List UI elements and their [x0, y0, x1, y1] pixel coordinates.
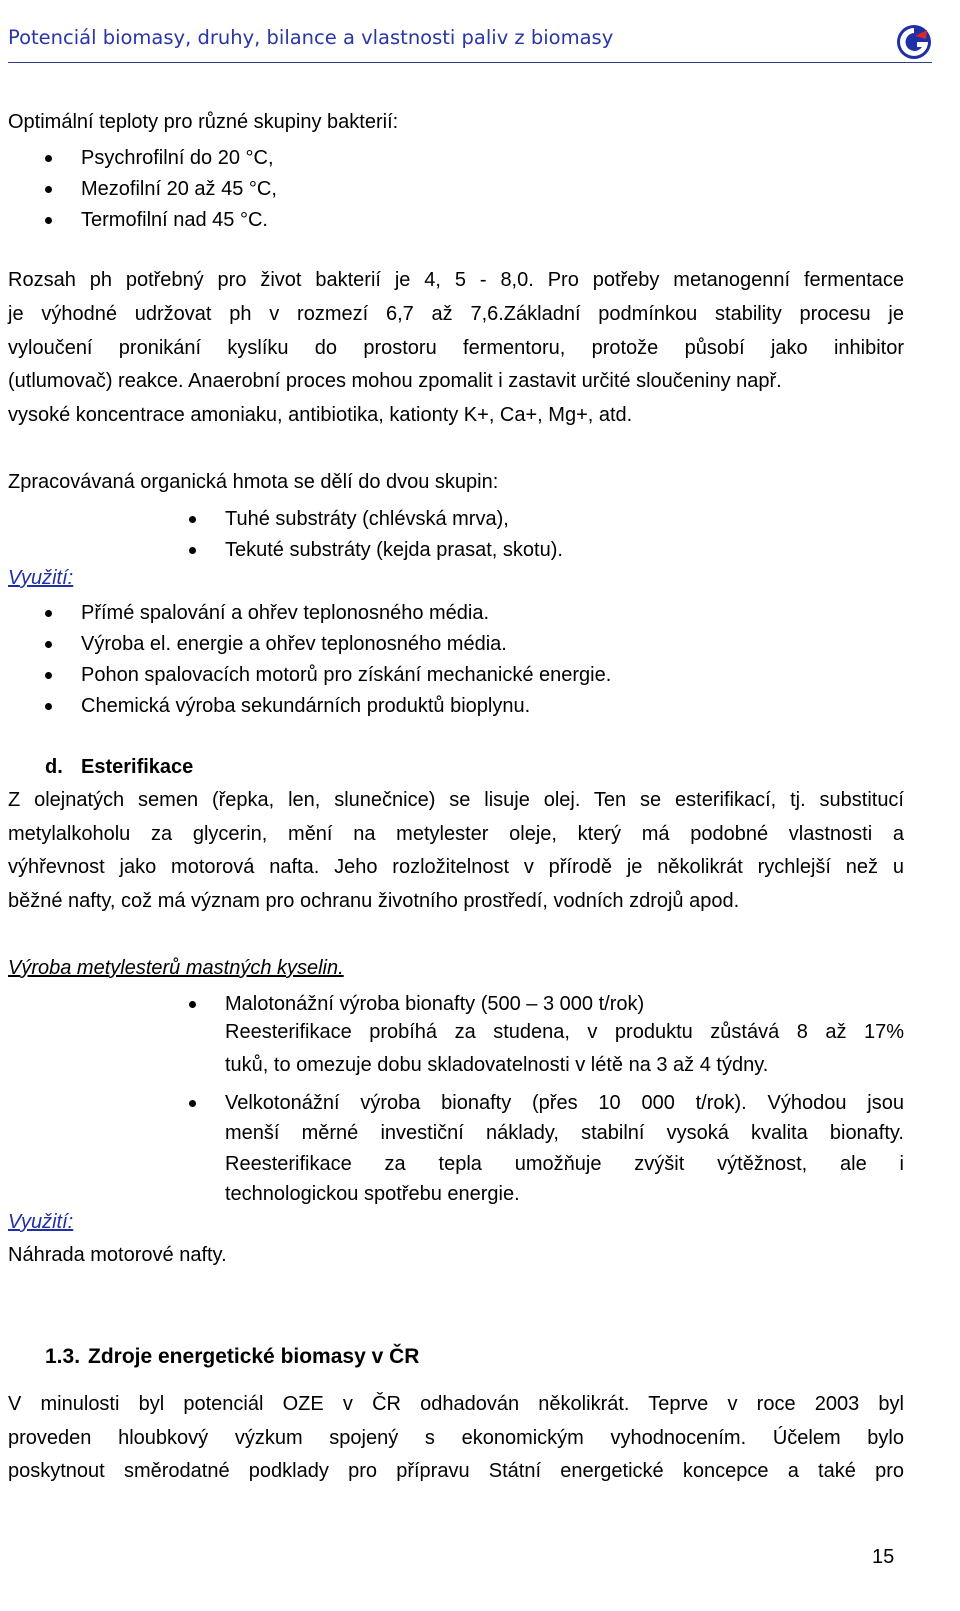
list-item: Mezofilní 20 až 45 °C, [81, 178, 277, 200]
bullet-icon [45, 641, 52, 648]
list-item: Termofilní nad 45 °C. [81, 209, 268, 231]
usage-label: Využití: [8, 567, 74, 589]
list-item: Pohon spalovacích motorů pro získání mechanické energie. [81, 664, 612, 686]
paragraph-line: Z olejnatých semen (řepka, len, slunečnice) se lisuje olej. Ten se esterifikací, tj. substitucí [8, 789, 904, 811]
paragraph-line: Reesterifikace probíhá za studena, v produktu zůstává 8 až 17% [225, 1021, 904, 1043]
organic-intro: Zpracovávaná organická hmota se dělí do dvou skupin: [8, 471, 499, 493]
paragraph-line: menší měrné investiční náklady, stabilní vysoká kvalita bionafty. [225, 1122, 904, 1144]
header-title: Potenciál biomasy, druhy, bilance a vlastnosti paliv z biomasy [8, 26, 614, 49]
bullet-icon [189, 547, 196, 554]
paragraph-line: výhřevnost jako motorová nafta. Jeho rozložitelnost v přírodě je několikrát rychlejší než u [8, 856, 904, 878]
bullet-icon [189, 1001, 196, 1008]
institution-logo-icon [893, 22, 935, 62]
bullet-icon [45, 672, 52, 679]
section-letter: d. [45, 756, 63, 778]
list-item-title: Malotonážní výroba bionafty (500 – 3 000 t/rok) [225, 993, 645, 1015]
list-item: Chemická výroba sekundárních produktů bioplynu. [81, 695, 531, 717]
list-item: Psychrofilní do 20 °C, [81, 147, 274, 169]
paragraph-line: V minulosti byl potenciál OZE v ČR odhadován několikrát. Teprve v roce 2003 byl [8, 1393, 904, 1415]
temps-intro: Optimální teploty pro různé skupiny bakterií: [8, 111, 399, 133]
usage-text: Náhrada motorové nafty. [8, 1244, 227, 1266]
paragraph-line: proveden hloubkový výzkum spojený s ekonomickým vyhodnocením. Účelem bylo [8, 1427, 904, 1449]
paragraph-line: Velkotonážní výroba bionafty (přes 10 000 t/rok). Výhodou jsou [225, 1092, 904, 1114]
subsection-heading: Výroba metylesterů mastných kyselin. [8, 957, 344, 979]
section-number: 1.3. [45, 1345, 81, 1368]
bullet-icon [189, 516, 196, 523]
paragraph-line: tuků, to omezuje dobu skladovatelnosti v létě na 3 až 4 týdny. [225, 1054, 769, 1076]
page-number: 15 [872, 1546, 895, 1568]
bullet-icon [189, 1100, 196, 1107]
usage-label: Využití: [8, 1211, 74, 1233]
list-item: Tekuté substráty (kejda prasat, skotu). [225, 539, 563, 561]
bullet-icon [45, 186, 52, 193]
section-title: Zdroje energetické biomasy v ČR [88, 1345, 420, 1368]
bullet-icon [45, 610, 52, 617]
paragraph-line: Rozsah ph potřebný pro život bakterií je 4, 5 - 8,0. Pro potřeby metanogenní fermentace [8, 269, 904, 291]
paragraph-line: je výhodné udržovat ph v rozmezí 6,7 až 7,6.Základní podmínkou stability procesu je [8, 303, 904, 325]
list-item: Tuhé substráty (chlévská mrva), [225, 508, 509, 530]
paragraph-line: technologickou spotřebu energie. [225, 1183, 520, 1205]
bullet-icon [45, 217, 52, 224]
bullet-icon [45, 155, 52, 162]
paragraph-line: Reesterifikace za tepla umožňuje zvýšit výtěžnost, ale i [225, 1153, 904, 1175]
paragraph-line: (utlumovač) reakce. Anaerobní proces mohou zpomalit i zastavit určité sloučeniny např. [8, 370, 782, 392]
paragraph-line: vyloučení pronikání kyslíku do prostoru fermentoru, protože působí jako inhibitor [8, 337, 904, 359]
list-item: Přímé spalování a ohřev teplonosného média. [81, 602, 490, 624]
paragraph-line: poskytnout směrodatné podklady pro přípravu Státní energetické koncepce a také pro [8, 1460, 904, 1482]
paragraph-line: vysoké koncentrace amoniaku, antibiotika, kationty K+, Ca+, Mg+, atd. [8, 404, 633, 426]
section-heading: Esterifikace [81, 756, 194, 778]
page-header [8, 22, 932, 63]
list-item: Výroba el. energie a ohřev teplonosného média. [81, 633, 507, 655]
bullet-icon [45, 703, 52, 710]
paragraph-line: běžné nafty, což má význam pro ochranu životního prostředí, vodních zdrojů apod. [8, 890, 740, 912]
paragraph-line: metylalkoholu za glycerin, mění na metylester oleje, který má podobné vlastnosti a [8, 823, 904, 845]
